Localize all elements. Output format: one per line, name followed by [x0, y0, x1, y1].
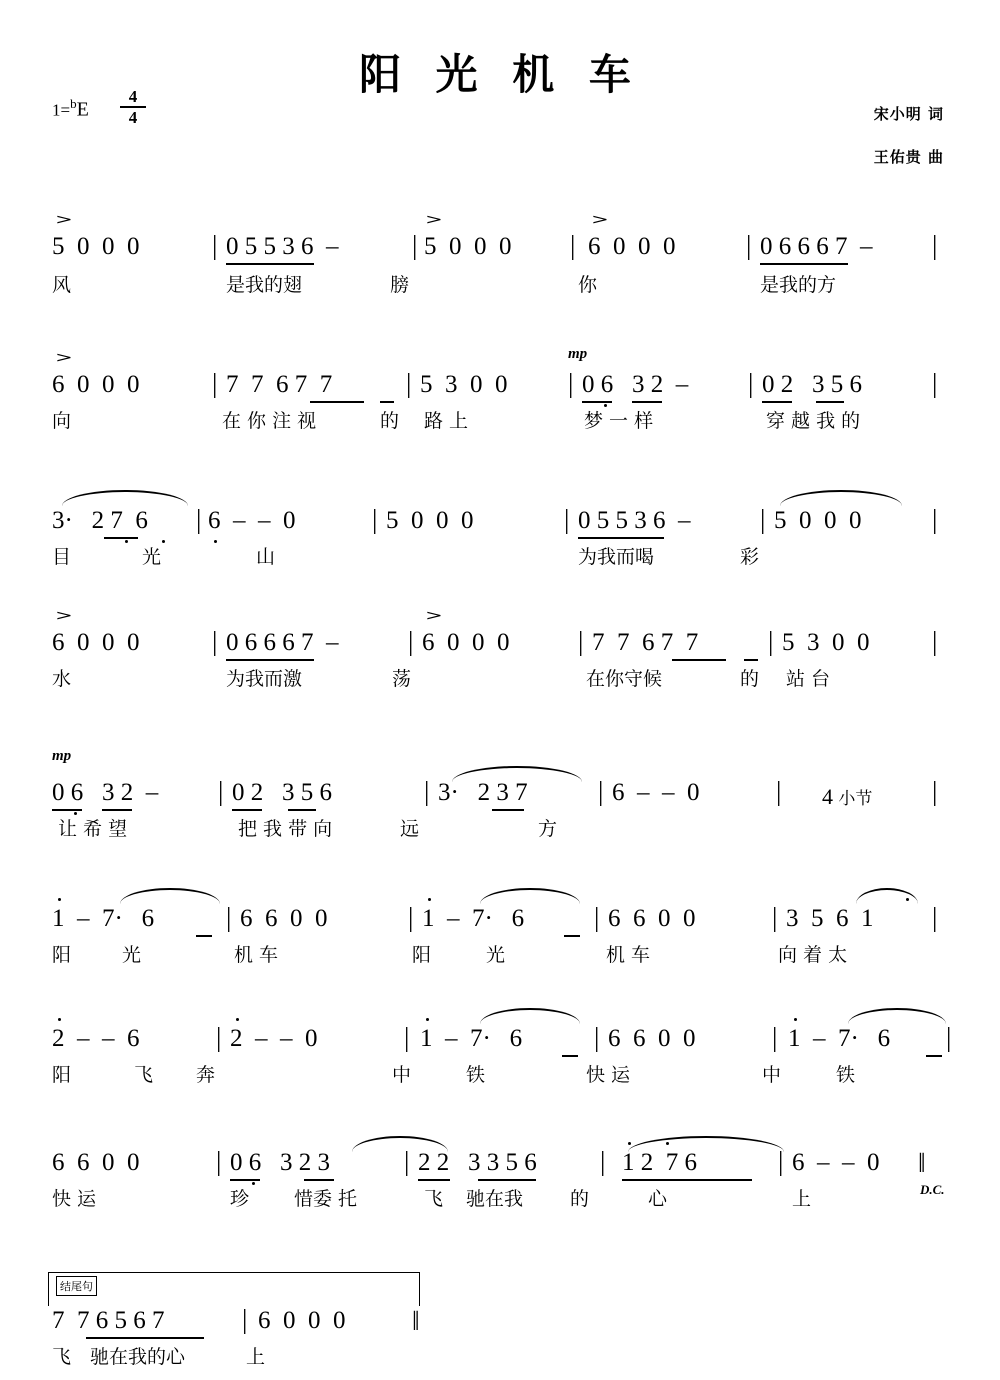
- notation-row: [0, 608, 1000, 660]
- lyric-syllable: 上: [792, 1188, 812, 1210]
- note-group: 3· 2 7 6: [52, 507, 148, 534]
- octave-dot-high: [428, 898, 431, 901]
- note-group: 0 5 5 3 6 –: [578, 507, 691, 534]
- music-system-1: [0, 212, 1000, 302]
- lyric-syllable: 驰在我: [466, 1188, 524, 1210]
- beam-underline: [816, 401, 844, 403]
- slur: [480, 888, 580, 904]
- lyric-syllable: 快 运: [586, 1064, 631, 1086]
- note-group: 5 0 0 0: [774, 507, 862, 534]
- note-group: 5 0 0 0: [52, 233, 140, 260]
- slur: [780, 490, 902, 506]
- slur: [62, 490, 188, 506]
- barline: |: [932, 626, 938, 656]
- dc-marking: D.C.: [920, 1182, 945, 1197]
- lyric-syllable: 让 希 望: [58, 818, 128, 840]
- note-group: 7 7 6 7 7: [592, 629, 699, 656]
- note-group: 6 – – 0: [792, 1149, 880, 1176]
- barline: |: [932, 230, 938, 260]
- barline: |: [408, 902, 414, 932]
- note-group: 6 6 0 0: [608, 905, 696, 932]
- notation-row: [0, 1000, 1000, 1052]
- note-group: 1 2 7 6: [622, 1149, 697, 1176]
- lyric-syllable: 方: [538, 818, 558, 840]
- barline: |: [946, 1022, 952, 1052]
- beam-underline: [760, 263, 848, 265]
- note-group: 0 6 6 6 7 –: [226, 629, 339, 656]
- note-group: 0 5 5 3 6 –: [226, 233, 339, 260]
- notation-row: [0, 490, 1000, 536]
- note-group: 1 – 7· 6: [788, 1025, 891, 1052]
- octave-dot-high: [794, 1018, 797, 1021]
- note-group: 3 5 6 1: [786, 905, 874, 932]
- note-group: 2 – – 0: [230, 1025, 318, 1052]
- time-signature-numerator: 4: [120, 88, 146, 108]
- accent-mark: >: [591, 212, 609, 228]
- barline: |: [594, 1022, 600, 1052]
- lyric-syllable: 飞: [424, 1188, 444, 1210]
- lyric-syllable: 中: [392, 1064, 412, 1086]
- barline: |: [226, 902, 232, 932]
- lyric-syllable: 上: [246, 1346, 266, 1368]
- barline: |: [412, 230, 418, 260]
- notation-row: [0, 1120, 1000, 1197]
- note-group: 6 6 0 0: [52, 1149, 140, 1176]
- barline: |: [746, 230, 752, 260]
- music-system-6: [0, 880, 1000, 966]
- note-group: 6 – – 0: [208, 507, 296, 534]
- lyrics-row: [0, 1346, 1000, 1380]
- note-group: 5 0 0 0: [386, 507, 474, 534]
- lyric-syllable: 荡: [392, 668, 412, 690]
- composer-credit: 王佑贵 曲: [873, 148, 944, 166]
- note-group: 0 6 3 2 –: [52, 779, 159, 806]
- lyric-syllable: 飞: [134, 1064, 154, 1086]
- lyric-syllable: 阳: [52, 944, 72, 966]
- lyric-syllable: 的: [740, 668, 760, 690]
- lyric-syllable: 彩: [740, 546, 760, 568]
- lyrics-row: [0, 404, 1000, 438]
- lyric-syllable: 目: [52, 546, 72, 568]
- lyric-syllable: 在 你 注 视: [222, 410, 317, 432]
- dynamic-mp: mp: [52, 748, 72, 764]
- barline: |: [760, 504, 766, 534]
- barline: |: [594, 902, 600, 932]
- note-group: 1 – 7· 6: [420, 1025, 523, 1052]
- final-barline: ‖: [918, 1148, 923, 1178]
- note-group: 7 7 6 5 6 7: [52, 1307, 165, 1334]
- accent-mark: >: [425, 212, 443, 228]
- beam-underline: [582, 401, 612, 403]
- lyric-syllable: 机 车: [606, 944, 651, 966]
- lyric-syllable: 光: [122, 944, 142, 966]
- lyric-syllable: 梦 一 样: [584, 410, 654, 432]
- lyric-syllable: 为我而喝: [578, 546, 655, 568]
- barline: |: [600, 1146, 606, 1176]
- barline: |: [568, 368, 574, 398]
- rest-measures-count: 4 小节: [822, 784, 873, 809]
- barline: |: [406, 368, 412, 398]
- lyric-syllable: 膀: [390, 274, 410, 296]
- slur: [480, 1008, 580, 1024]
- note-group: 5 3 0 0: [782, 629, 870, 656]
- note-group: 5 0 0 0: [424, 233, 512, 260]
- note-group: 1 – 7· 6: [52, 905, 155, 932]
- lyric-syllable: 铁: [466, 1064, 486, 1086]
- accent-mark: >: [55, 212, 73, 228]
- barline: |: [216, 1146, 222, 1176]
- music-system-5: [0, 748, 1000, 840]
- music-system-9: [0, 1300, 1000, 1380]
- barline: |: [932, 902, 938, 932]
- beam-underline: [762, 401, 792, 403]
- note-group: 6 6 0 0: [240, 905, 328, 932]
- key-accidental: b: [70, 96, 77, 111]
- notation-row: [0, 748, 1000, 809]
- lyrics-row: [0, 660, 1000, 694]
- barline: |: [570, 230, 576, 260]
- lyric-syllable: 为我而激: [226, 668, 303, 690]
- note-group: 6 0 0 0: [588, 233, 676, 260]
- key-note: E: [76, 98, 89, 121]
- barline: |: [212, 230, 218, 260]
- note-group: 6 0 0 0: [52, 629, 140, 656]
- lyric-syllable: 惜委 托: [294, 1188, 358, 1210]
- notation-row: [0, 346, 1000, 404]
- note-group: 7 7 6 7 7: [226, 371, 333, 398]
- barline: |: [598, 776, 604, 806]
- coda-label: 结尾句: [56, 1276, 97, 1296]
- lyric-syllable: 机 车: [234, 944, 279, 966]
- barline: |: [242, 1304, 248, 1334]
- note-group: 1 – 7· 6: [422, 905, 525, 932]
- lyric-syllable: 风: [52, 274, 72, 296]
- lyric-syllable: 是我的翅: [226, 274, 303, 296]
- note-group: 0 2 3 5 6: [232, 779, 332, 806]
- barline: |: [404, 1022, 410, 1052]
- octave-dot-high: [906, 898, 909, 901]
- rest-count-number: 4: [822, 784, 833, 809]
- notation-row: [0, 1300, 1000, 1346]
- lyrics-row: [0, 1166, 1000, 1210]
- lyric-syllable: 的: [570, 1188, 590, 1210]
- beam-underline: [226, 263, 314, 265]
- key-signature: [52, 96, 89, 122]
- barline: |: [772, 1022, 778, 1052]
- lyric-syllable: 向 着 太: [778, 944, 848, 966]
- barline: |: [748, 368, 754, 398]
- lyric-syllable: 水: [52, 668, 72, 690]
- lyric-syllable: 穿 越 我 的: [766, 410, 861, 432]
- slur: [120, 888, 220, 904]
- page-title: 阳 光 机 车: [359, 50, 641, 99]
- barline: |: [216, 1022, 222, 1052]
- lyrics-row: [0, 926, 1000, 966]
- slur: [856, 888, 918, 904]
- note-group: 0 6 3 2 –: [582, 371, 689, 398]
- lyrics-row: [0, 1046, 1000, 1086]
- barline: |: [932, 776, 938, 806]
- lyric-syllable: 快 运: [52, 1188, 97, 1210]
- octave-dot-high: [58, 898, 61, 901]
- notation-row: [0, 212, 1000, 268]
- beam-underline: [310, 401, 364, 403]
- music-system-7: [0, 1000, 1000, 1086]
- note-group: 5 3 0 0: [420, 371, 508, 398]
- note-group: 6 – – 0: [612, 779, 700, 806]
- barline: |: [768, 626, 774, 656]
- dynamic-mp: mp: [568, 346, 588, 362]
- notation-row: [0, 880, 1000, 932]
- octave-dot-high: [58, 1018, 61, 1021]
- octave-dot-high: [666, 1142, 669, 1145]
- music-system-4: [0, 608, 1000, 694]
- barline: |: [408, 626, 414, 656]
- barline: |: [932, 504, 938, 534]
- barline: |: [218, 776, 224, 806]
- note-group: 2 – – 6: [52, 1025, 140, 1052]
- lyric-syllable: 在你守候: [586, 668, 663, 690]
- final-barline: ‖: [412, 1306, 417, 1336]
- lyric-syllable: 心: [648, 1188, 668, 1210]
- note-group: 6 6 0 0: [608, 1025, 696, 1052]
- lyric-syllable: 光: [486, 944, 506, 966]
- note-group: 6 0 0 0: [52, 371, 140, 398]
- lyric-syllable: 奔: [196, 1064, 216, 1086]
- key-signature-text: 1=: [52, 100, 71, 120]
- barline: |: [776, 776, 782, 806]
- music-system-8: [0, 1120, 1000, 1210]
- time-signature: [120, 88, 146, 126]
- lyric-syllable: 阳: [412, 944, 432, 966]
- lyric-syllable: 你: [578, 274, 598, 296]
- barline: |: [578, 626, 584, 656]
- barline: |: [564, 504, 570, 534]
- slur: [848, 1008, 946, 1024]
- barline: |: [932, 368, 938, 398]
- lyric-syllable: 光: [142, 546, 162, 568]
- note-group: 0 6 3 2 3: [230, 1149, 330, 1176]
- lyric-syllable: 路 上: [424, 410, 469, 432]
- lyric-syllable: 驰在我的心: [90, 1346, 186, 1368]
- barline: |: [424, 776, 430, 806]
- barline: |: [372, 504, 378, 534]
- lyrics-row: [0, 268, 1000, 302]
- barline: |: [196, 504, 202, 534]
- note-group: 2 2 3 3 5 6: [418, 1149, 537, 1176]
- lyric-syllable: 是我的方: [760, 274, 837, 296]
- accent-mark: >: [55, 608, 73, 624]
- lyric-syllable: 铁: [836, 1064, 856, 1086]
- lyric-syllable: 远: [400, 818, 420, 840]
- barline: |: [212, 368, 218, 398]
- lyric-syllable: 山: [256, 546, 276, 568]
- accent-mark: >: [425, 608, 443, 624]
- beam-underline: [380, 401, 394, 403]
- barline: |: [778, 1146, 784, 1176]
- barline: |: [212, 626, 218, 656]
- note-group: 6 0 0 0: [422, 629, 510, 656]
- lyric-syllable: 阳: [52, 1064, 72, 1086]
- lyric-syllable: 珍: [230, 1188, 250, 1210]
- accent-mark: >: [55, 350, 73, 366]
- note-group: 0 6 6 6 7 –: [760, 233, 873, 260]
- lyric-syllable: 飞: [52, 1346, 72, 1368]
- lyricist-credit: 宋小明 词: [873, 105, 944, 123]
- beam-underline: [632, 401, 662, 403]
- lyrics-row: [0, 536, 1000, 570]
- lyric-syllable: 中: [762, 1064, 782, 1086]
- barline: |: [772, 902, 778, 932]
- lyric-syllable: 站 台: [786, 668, 831, 690]
- beam-underline: [86, 1337, 204, 1339]
- octave-dot-high: [426, 1018, 429, 1021]
- lyric-syllable: 把 我 带 向: [238, 818, 333, 840]
- octave-dot-high: [628, 1142, 631, 1145]
- music-system-3: [0, 490, 1000, 570]
- music-system-2: [0, 346, 1000, 438]
- note-group: 0 2 3 5 6: [762, 371, 862, 398]
- lyrics-row: [0, 796, 1000, 840]
- lyric-syllable: 的: [380, 410, 400, 432]
- note-group: 3· 2 3 7: [438, 779, 528, 806]
- note-group: 6 0 0 0: [258, 1307, 346, 1334]
- lyric-syllable: 向: [52, 410, 72, 432]
- time-signature-denominator: 4: [128, 108, 138, 127]
- octave-dot-high: [236, 1018, 239, 1021]
- barline: |: [404, 1146, 410, 1176]
